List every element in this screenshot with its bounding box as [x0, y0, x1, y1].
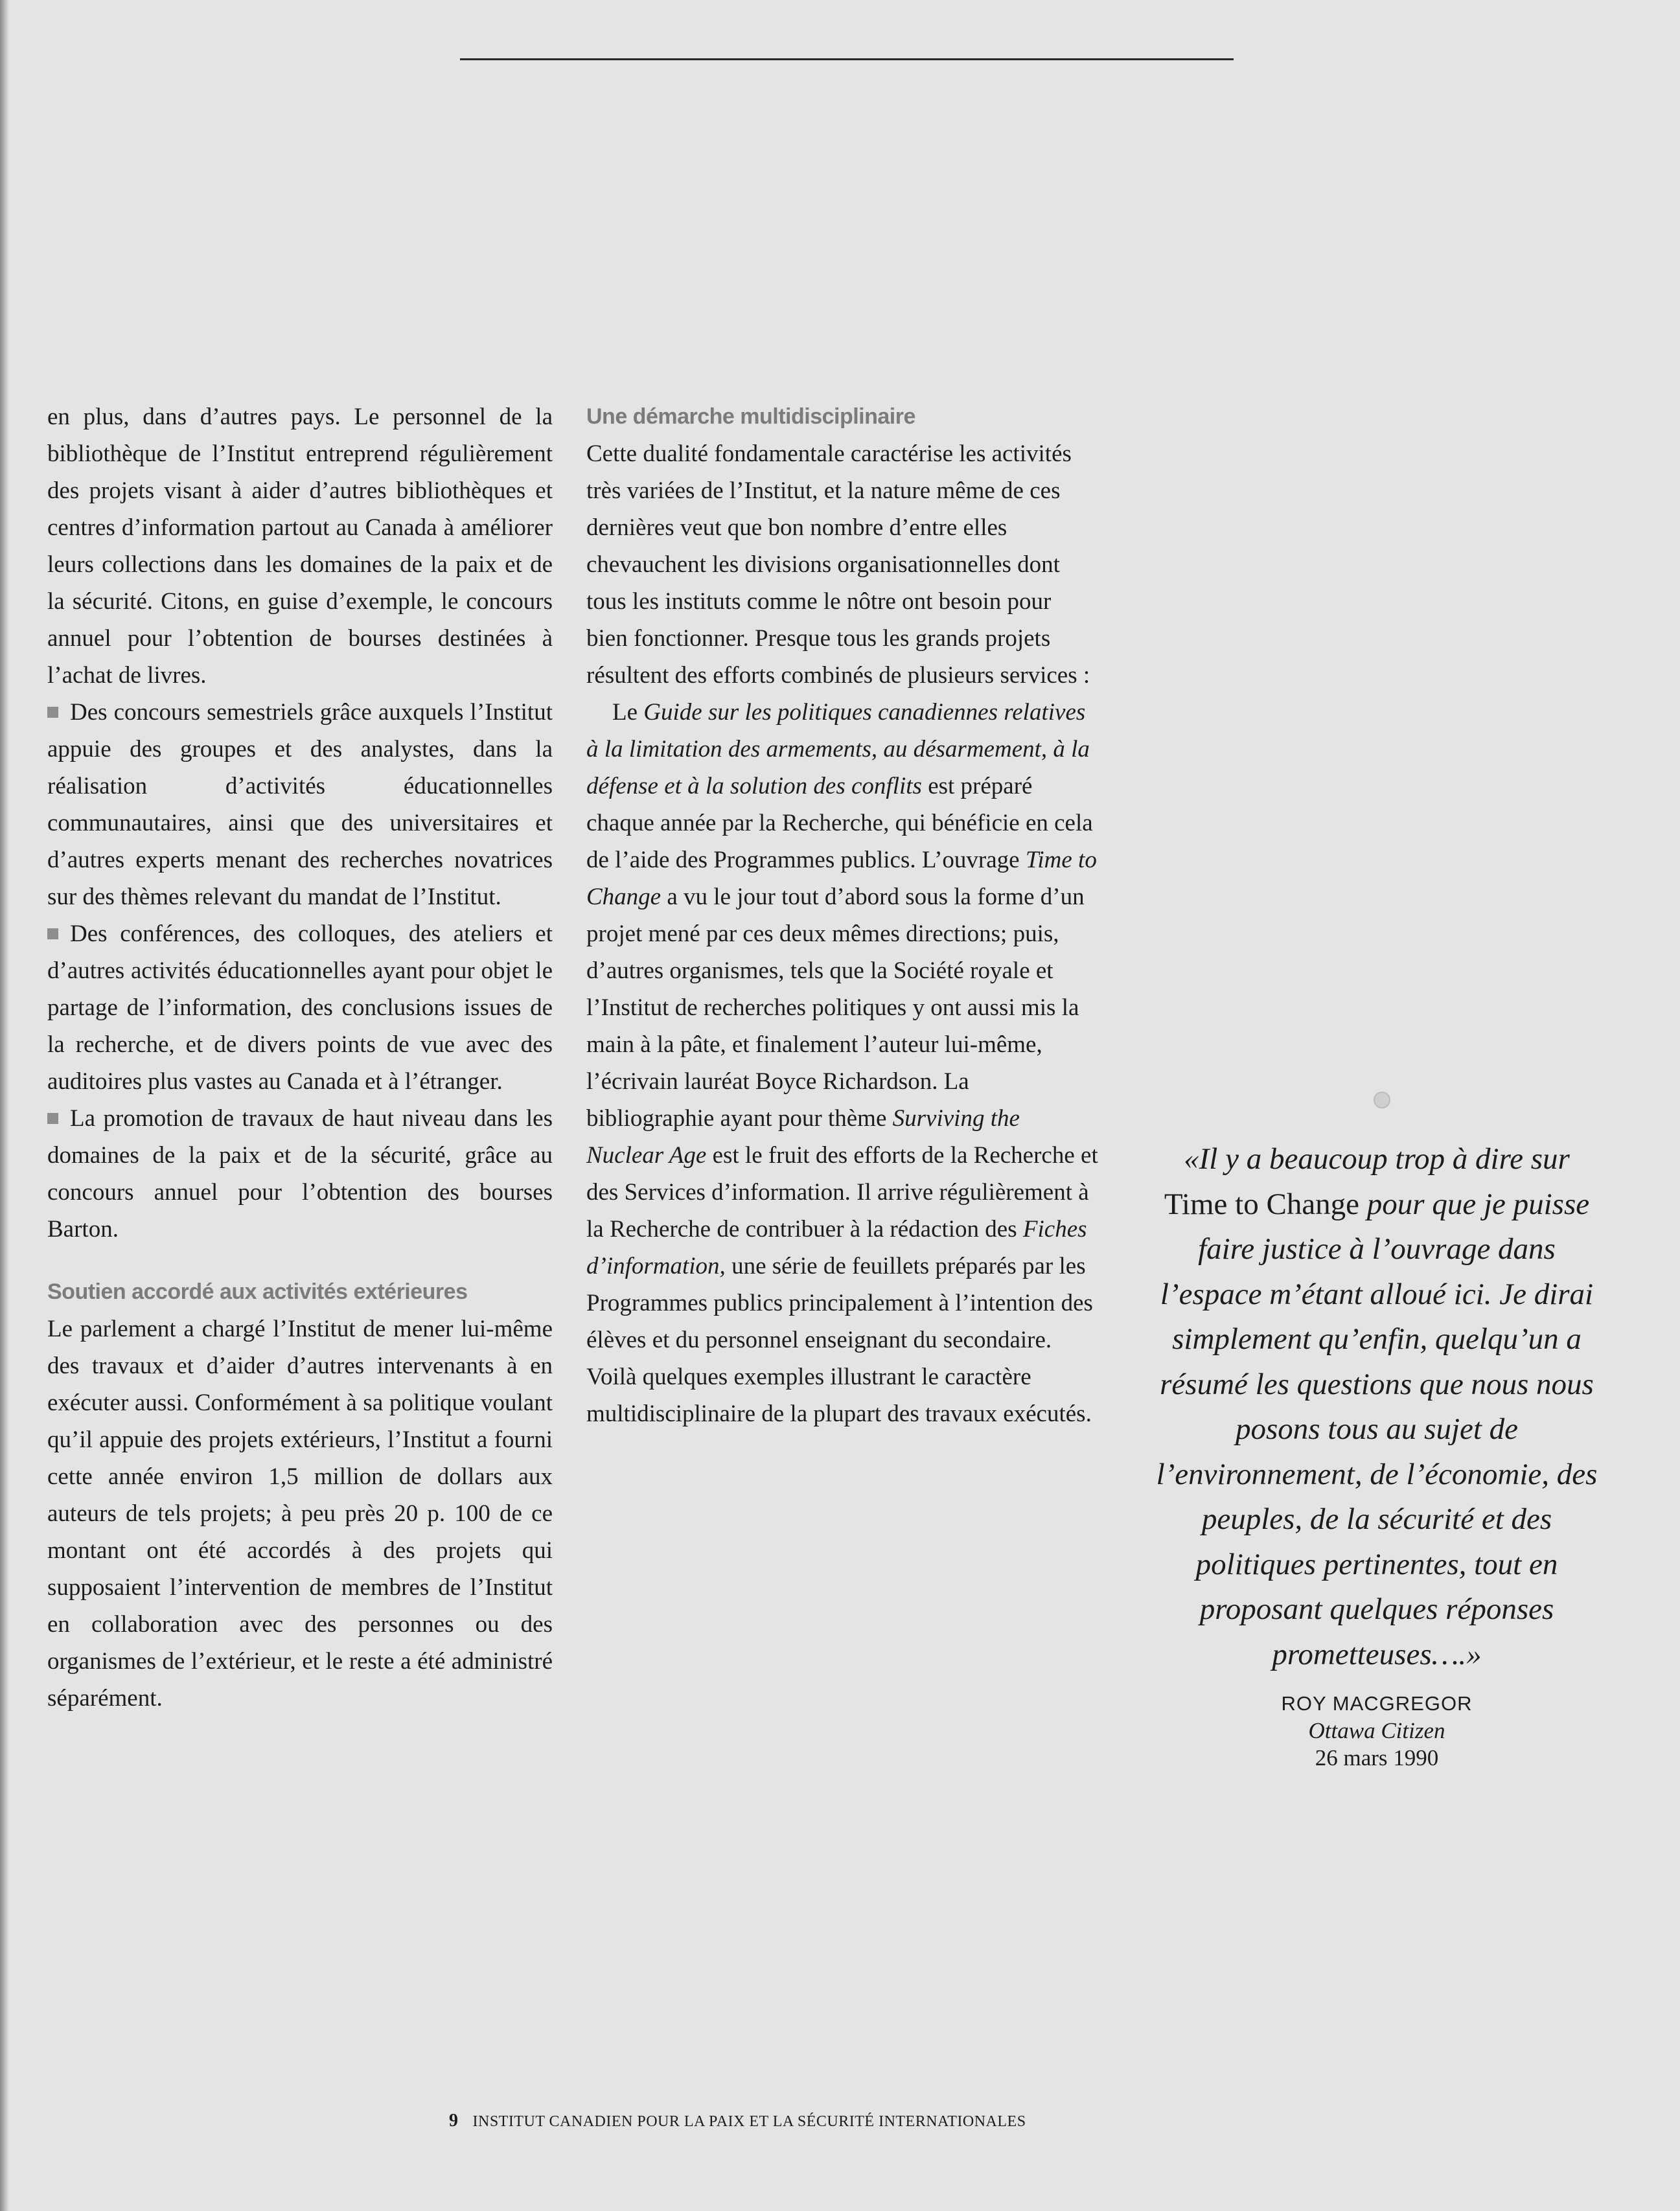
pull-quote: [1150, 1137, 1604, 1772]
quote-date: 26 mars 1990: [1315, 1745, 1439, 1770]
decorative-dot: [1374, 1092, 1390, 1108]
bibliography-title: Surviving the Nuclear Age: [586, 1105, 1020, 1169]
multidisciplinary-paragraph: Cette dualité fondamentale caractérise les activités très variées de l’Institut, et la nature même de ces dernières veut que bon nombre d’entre elles chevauchent les divisions organisationnelles dont tous les instituts comme le nôtre ont besoin pour bien fonctionner. Presque tous les grands projets résultent des efforts combinés de plusieurs services :: [586, 441, 1090, 689]
book-title: Time to Change: [586, 847, 1097, 910]
quote-publication: Ottawa Citizen: [1308, 1718, 1445, 1743]
quote-text: [1150, 1137, 1604, 1677]
examples-paragraph: [586, 694, 1098, 1432]
footer-institution: INSTITUT CANADIEN POUR LA PAIX ET LA SÉCURITÉ INTERNATIONALES: [472, 2113, 1026, 2130]
square-bullet-icon: [47, 1113, 58, 1124]
square-bullet-icon: [47, 928, 58, 939]
external-support-paragraph: Le parlement a chargé l’Institut de mener lui-même des travaux et d’aider d’autres intervenants à en exécuter aussi. Conformément à sa politique voulant qu’il appuie des projets extérieurs, l’Institut a fourni cette année environ 1,5 million de dollars aux auteurs de tels projets; à peu près 20 p. 100 de ce montant ont été accordés à des projets qui supposaient l’intervention de membres de l’Institut en collaboration avec des personnes ou des organismes de l’extérieur, et le reste a été administré séparément.: [47, 1316, 553, 1712]
text-run: Le: [612, 699, 644, 726]
bullet-item: [47, 694, 553, 915]
quote-run: pour que je puisse faire justice à l’ouvrage dans l’espace m’étant alloué ici. Je dirai simplement qu’enfin, quelqu’un a résumé les questions que nous nous posons tous au sujet de l’environnement, de l’économie, des peuples, de la sécurité et des politiques pertinentes, tout en proposant quelques réponses prometteuses….»: [1156, 1187, 1598, 1671]
square-bullet-icon: [47, 707, 58, 718]
quote-attribution: [1150, 1690, 1604, 1772]
quote-author: ROY MACGREGOR: [1281, 1692, 1473, 1715]
left-column: [47, 398, 553, 1717]
bullet-item: [47, 1100, 553, 1248]
text-run: une série de feuillets préparés par les Programmes publics principalement à l’intention des élèves et du personnel enseignant du secondaire. Voilà quelques exemples illustrant le caractère multidisciplinaire de la plupart des travaux exécutés.: [586, 1253, 1093, 1427]
bullet-text: La promotion de travaux de haut niveau dans les domaines de la paix et de la sécurité, grâce au concours annuel pour l’obtention des bourses Barton.: [47, 1105, 553, 1243]
text-run: a vu le jour tout d’abord sous la forme d’un projet mené par ces deux mêmes directions; puis, d’autres organismes, tels que la Société royale et l’Institut de recherches politiques y ont aussi mis la main à la pâte, et finalement l’auteur lui-même, l’écrivain lauréat Boyce Richardson. La bibliographie ayant pour thème: [586, 884, 1085, 1132]
middle-column: [586, 398, 1098, 1432]
page-number: 9: [449, 2111, 459, 2131]
bullet-text: Des concours semestriels grâce auxquels l’Institut appuie des groupes et des analystes, dans la réalisation d’activités éducationnelles communautaires, ainsi que des universitaires et d’autres experts menant des recherches novatrices sur des thèmes relevant du mandat de l’Institut.: [47, 699, 553, 910]
bullet-item: [47, 915, 553, 1100]
page-footer: [449, 2111, 1026, 2131]
section-heading-external-support: Soutien accordé aux activités extérieures: [47, 1279, 468, 1304]
fiches-title: Fiches d’information,: [586, 1216, 1087, 1279]
quote-run: «Il y a beaucoup trop à dire sur: [1184, 1142, 1570, 1176]
text-run: est le fruit des efforts de la Recherche et des Services d’information. Il arrive régulièrement à la Recherche de contribuer à la rédaction des: [586, 1142, 1098, 1243]
scan-edge-shadow: [0, 0, 9, 2211]
bullet-text: Des conférences, des colloques, des ateliers et d’autres activités éducationnelles ayant pour objet le partage de l’information, des conclusions issues de la recherche, et de divers points de vue avec des auditoires plus vastes au Canada et à l’étranger.: [47, 921, 553, 1095]
text-run: est préparé chaque année par la Recherche, qui bénéficie en cela de l’aide des Programmes publics. L’ouvrage: [586, 773, 1093, 873]
quote-book-title: Time to Change: [1164, 1187, 1360, 1221]
guide-title: Guide sur les politiques canadiennes relatives à la limitation des armements, au désarmement, à la défense et à la solution des conflits: [586, 699, 1090, 799]
top-rule: [460, 58, 1234, 60]
left-intro-paragraph: en plus, dans d’autres pays. Le personnel de la bibliothèque de l’Institut entreprend régulièrement des projets visant à aider d’autres bibliothèques et centres d’information partout au Canada à améliorer leurs collections dans les domaines de la paix et de la sécurité. Citons, en guise d’exemple, le concours annuel pour l’obtention de bourses destinées à l’achat de livres.: [47, 404, 553, 689]
section-heading-multidisciplinary: Une démarche multidisciplinaire: [586, 404, 915, 429]
